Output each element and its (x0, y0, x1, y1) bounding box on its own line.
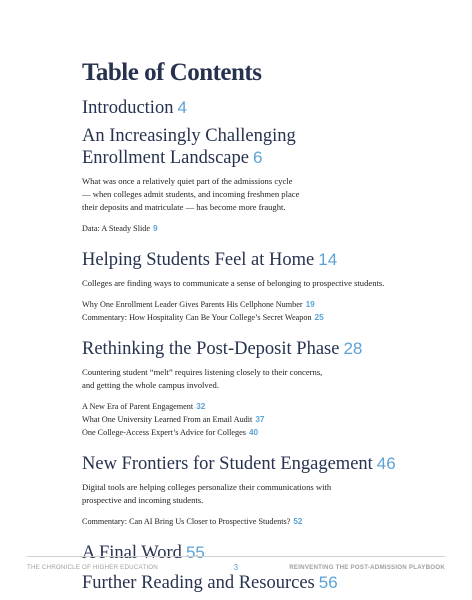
section-description: Digital tools are helping colleges personalize their communications with prospective and incoming students. (82, 482, 332, 505)
subsection-page-number: 25 (314, 313, 324, 322)
footer-page-number: 3 (233, 563, 239, 572)
subsection-item[interactable]: Why One Enrollment Leader Gives Parents His Cellphone Number 19 (82, 300, 315, 309)
subsection-item[interactable]: A New Era of Parent Engagement 32 (82, 402, 206, 411)
footer-publication: THE CHRONICLE OF HIGHER EDUCATION (27, 564, 158, 571)
subsection-list (82, 515, 442, 528)
section-title: Introduction (82, 98, 174, 118)
subsection-list (82, 400, 442, 439)
subsection-item[interactable]: One College-Access Expert’s Advice for Colleges 40 (82, 428, 259, 437)
toc-section-enrollment-landscape[interactable] (82, 126, 442, 235)
table-of-contents (82, 58, 442, 594)
section-page-number: 6 (252, 148, 263, 167)
subsection-item[interactable]: What One University Learned From an Email Audit 37 (82, 415, 265, 424)
section-description: What was once a relatively quiet part of the admissions cycle — when colleges admit students, and incoming freshmen place their deposits and matriculate — has become more fraught. (82, 176, 300, 212)
section-heading (82, 249, 442, 271)
subsection-page-number: 9 (153, 224, 158, 233)
subsection-list (82, 298, 442, 324)
subsection-page-number: 40 (248, 428, 259, 437)
footer-report-title: REINVENTING THE POST-ADMISSION PLAYBOOK (289, 564, 445, 571)
toc-section-final-word[interactable] (82, 542, 442, 564)
section-heading (82, 338, 442, 360)
subsection-item[interactable]: Commentary: How Hospitality Can Be Your College’s Secret Weapon 25 (82, 313, 324, 322)
section-heading (82, 542, 442, 564)
subsection-list (82, 222, 442, 235)
section-title: A Final Word (82, 543, 182, 563)
section-heading (82, 97, 442, 119)
section-title: Helping Students Feel at Home (82, 250, 315, 270)
section-description: Colleges are finding ways to communicate a sense of belonging to prospective students. (82, 278, 385, 288)
section-title: Rethinking the Post-Deposit Phase (82, 339, 340, 359)
section-page-number: 28 (343, 339, 363, 358)
subsection-page-number: 37 (255, 415, 265, 424)
subsection-item[interactable]: Commentary: Can AI Bring Us Closer to Prospective Students? 52 (82, 517, 303, 526)
page-footer (27, 564, 445, 576)
section-title: Further Reading and Resources (82, 573, 315, 593)
toc-section-helping-students[interactable] (82, 249, 442, 324)
section-title-line: Enrollment Landscape (82, 148, 249, 168)
section-heading (82, 126, 442, 169)
toc-section-introduction[interactable] (82, 97, 442, 119)
toc-section-new-frontiers[interactable] (82, 453, 442, 528)
section-page-number: 55 (185, 543, 205, 562)
page-title: Table of Contents (82, 59, 262, 86)
subsection-page-number: 32 (196, 402, 206, 411)
section-page-number: 56 (318, 573, 338, 592)
section-title-line: An Increasingly Challenging (82, 126, 296, 146)
subsection-page-number: 52 (293, 517, 303, 526)
section-page-number: 4 (177, 98, 187, 117)
subsection-page-number: 19 (305, 300, 315, 309)
section-heading (82, 453, 442, 475)
section-page-number: 46 (376, 454, 396, 473)
section-description: Countering student “melt” requires listening closely to their concerns, and getting the whole campus involved. (82, 367, 323, 390)
subsection-item[interactable]: Data: A Steady Slide 9 (82, 224, 158, 233)
footer-divider (27, 556, 445, 557)
section-title: New Frontiers for Student Engagement (82, 454, 373, 474)
toc-section-post-deposit[interactable] (82, 338, 442, 439)
section-page-number: 14 (318, 250, 338, 269)
